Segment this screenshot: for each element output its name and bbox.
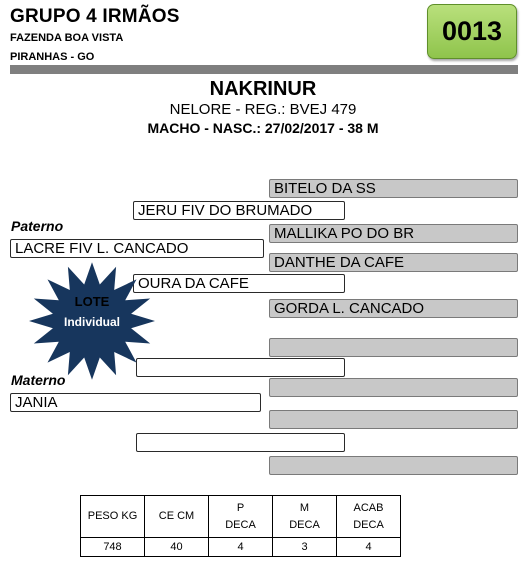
animal-sex-birth: MACHO - NASC.: 27/02/2017 - 38 M [147, 120, 379, 136]
value-p-deca: 4 [209, 538, 273, 557]
header-m-deca: M DECA [273, 496, 337, 538]
paternal-label: Paterno [11, 218, 64, 234]
value-acab-deca: 4 [337, 538, 401, 557]
lote-badge-line2: Individual [63, 315, 120, 329]
paternal-granddam: OURA DA CAFE [133, 274, 345, 293]
header-p-deca: P DECA [209, 496, 273, 538]
paternal-grandsire: JERU FIV DO BRUMADO [133, 201, 345, 220]
maternal-granddam [136, 433, 345, 452]
value-peso: 748 [81, 538, 145, 557]
header-divider [10, 65, 518, 74]
great-grandparent-3: DANTHE DA CAFE [269, 253, 518, 272]
value-ce: 40 [145, 538, 209, 557]
animal-breed-registration: NELORE - REG.: BVEJ 479 [169, 101, 357, 118]
sire: LACRE FIV L. CANCADO [10, 239, 264, 258]
maternal-grandsire [136, 358, 345, 377]
dam: JANIA [10, 393, 261, 412]
great-grandparent-4: GORDA L. CANCADO [269, 299, 518, 318]
great-grandparent-8 [269, 456, 518, 475]
header-acab-deca: ACAB DECA [337, 496, 401, 538]
farm-name: GRUPO 4 IRMÃOS [10, 6, 180, 27]
animal-name: NAKRINUR [209, 78, 317, 100]
value-m-deca: 3 [273, 538, 337, 557]
lote-badge-line1: LOTE [74, 294, 110, 309]
great-grandparent-1: BITELO DA SS [269, 179, 518, 198]
header-peso: PESO KG [81, 496, 145, 538]
great-grandparent-2: MALLIKA PO DO BR [269, 224, 518, 243]
farm-location: PIRANHAS - GO [10, 51, 95, 63]
header-ce: CE CM [145, 496, 209, 538]
great-grandparent-5 [269, 338, 518, 357]
lot-number-badge: 0013 [427, 4, 517, 59]
great-grandparent-6 [269, 378, 518, 397]
maternal-label: Materno [11, 372, 66, 388]
great-grandparent-7 [269, 410, 518, 429]
farm-subtitle: FAZENDA BOA VISTA [10, 32, 124, 44]
performance-table [80, 495, 401, 557]
